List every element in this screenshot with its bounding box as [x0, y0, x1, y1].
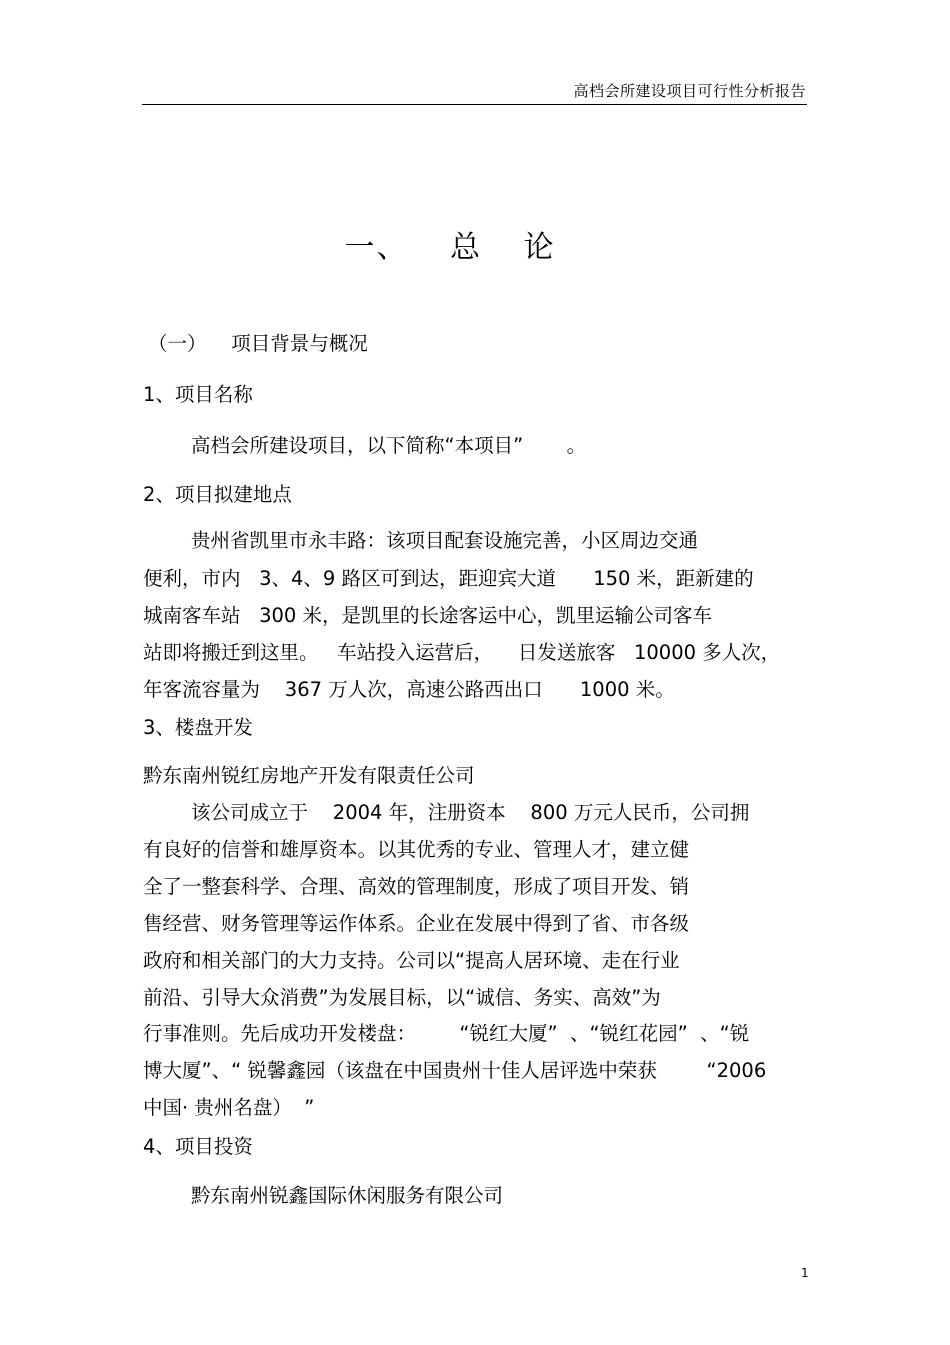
item-2-heading: 2、项目拟建地点 [143, 483, 292, 506]
item-3-heading: 3、楼盘开发 [143, 716, 253, 739]
item-2-paragraph-line: 便利，市内 3、4、9 路区可到达，距迎宾大道 150 米，距新建的 [143, 567, 754, 590]
item-3-paragraph-line: 前沿、引导大众消费”为发展目标，以“诚信、务实、高效”为 [143, 986, 661, 1009]
item-4-heading: 4、项目投资 [143, 1135, 253, 1158]
item-1-heading: 1、项目名称 [143, 383, 253, 406]
developer-company-name: 黔东南州锐红房地产开发有限责任公司 [143, 764, 475, 787]
item-3-paragraph-line: 中国· 贵州名盘） ” [143, 1096, 315, 1119]
item-3-paragraph-line: 博大厦”、“ 锐馨鑫园（该盘在中国贵州十佳人居评选中荣获 “2006 [143, 1059, 767, 1082]
item-3-paragraph-line: 全了一整套科学、合理、高效的管理制度，形成了项目开发、销 [143, 875, 690, 898]
item-2-paragraph-line: 城南客车站 300 米，是凯里的长途客运中心，凯里运输公司客车 [143, 604, 713, 627]
header-divider [142, 104, 807, 105]
item-2-paragraph-line: 站即将搬迁到这里。 车站投入运营后， 日发送旅客 10000 多人次， [143, 641, 781, 664]
item-3-paragraph-line: 该公司成立于 2004 年，注册资本 800 万元人民币，公司拥 [191, 801, 750, 824]
investor-company-name: 黔东南州锐鑫国际休闲服务有限公司 [191, 1184, 504, 1207]
item-3-paragraph-line: 政府和相关部门的大力支持。公司以“提高人居环境、走在行业 [143, 949, 680, 972]
page-number: 1 [801, 1266, 809, 1280]
item-1-paragraph-line: 高档会所建设项目，以下简称“本项目” 。 [191, 434, 587, 457]
header-title: 高档会所建设项目可行性分析报告 [573, 82, 806, 100]
item-3-paragraph-line: 售经营、财务管理等运作体系。企业在发展中得到了省、市各级 [143, 912, 690, 935]
item-3-paragraph-line: 有良好的信誉和雄厚资本。以其优秀的专业、管理人才，建立健 [143, 838, 690, 861]
item-2-paragraph-line: 年客流容量为 367 万人次，高速公路西出口 1000 米。 [143, 678, 675, 701]
item-3-paragraph-line: 行事准则。先后成功开发楼盘： “锐红大厦” 、“锐红花园” 、“锐 [143, 1022, 750, 1045]
section-heading: （一） 项目背景与概况 [148, 332, 368, 355]
item-2-paragraph-line: 贵州省凯里市永丰路：该项目配套设施完善，小区周边交通 [191, 529, 699, 552]
chapter-title: 一、 总 论 [344, 230, 556, 265]
